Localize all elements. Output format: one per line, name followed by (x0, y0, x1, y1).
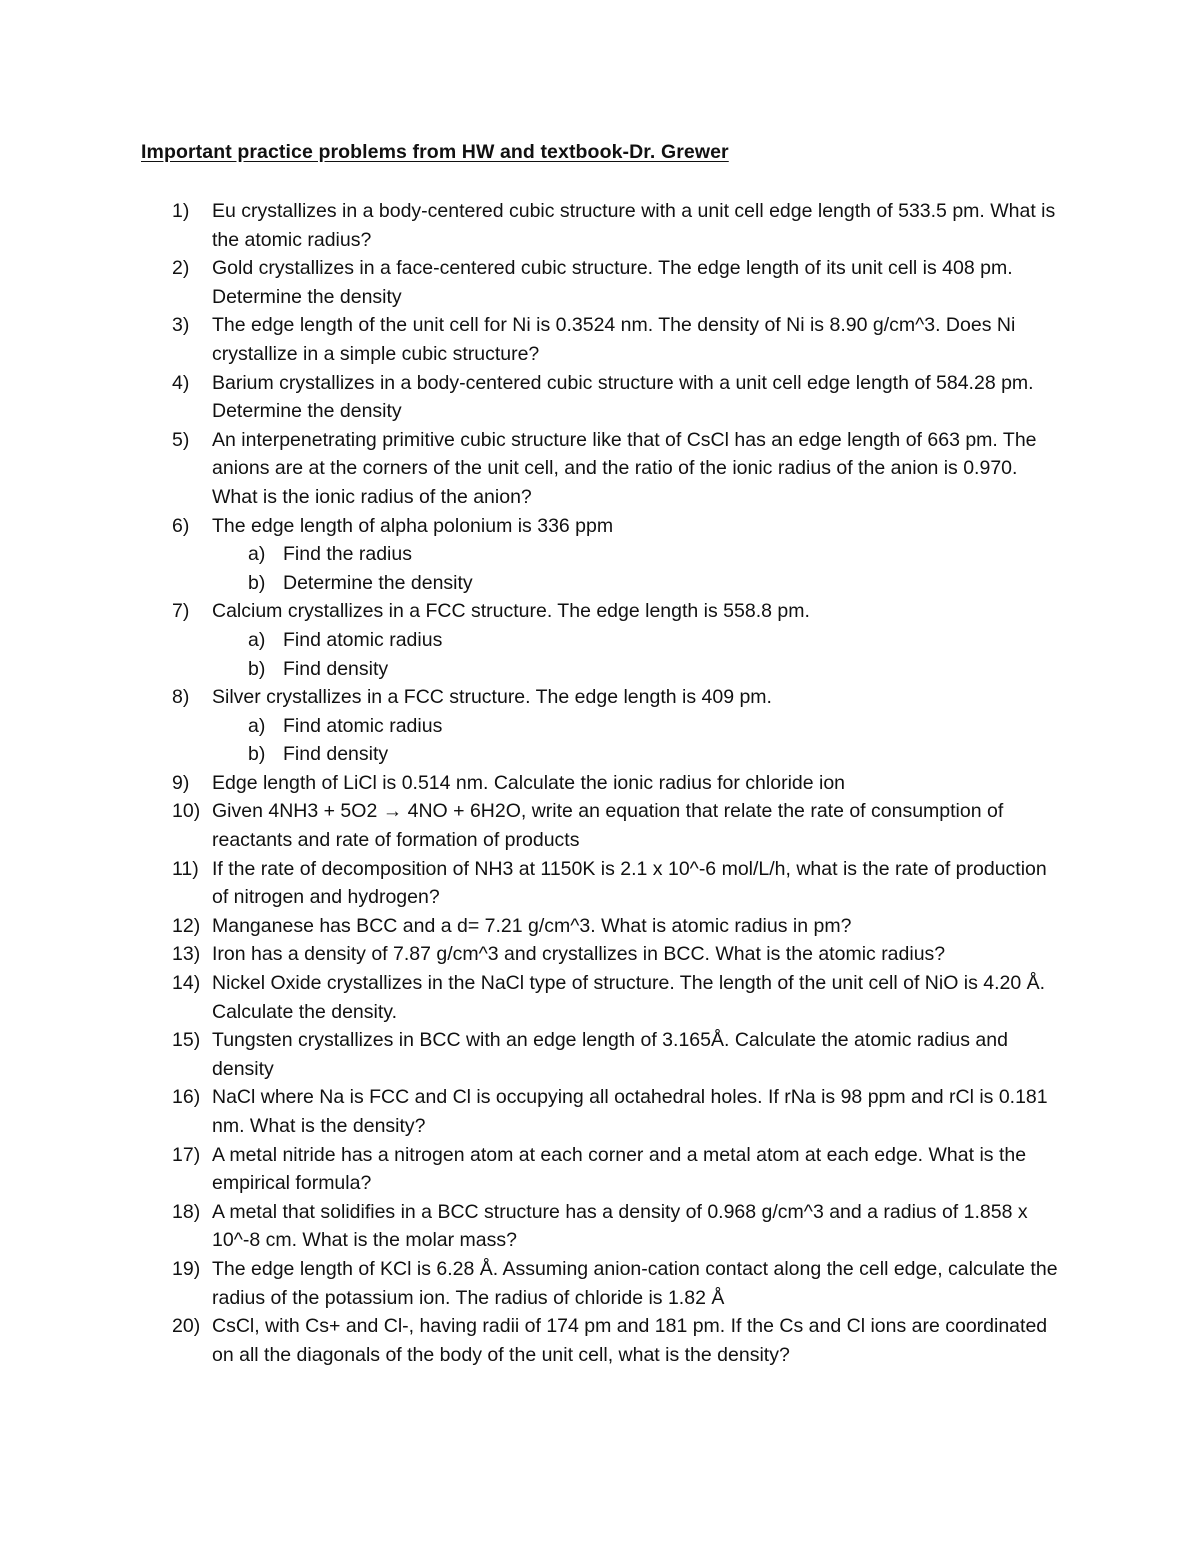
subquestion-item (212, 626, 1062, 655)
problem-text: An interpenetrating primitive cubic structure like that of CsCl has an edge length of 663 pm. The anions are at the corners of the unit cell, and the ratio of the ionic radius of the anion is 0.970. What is the ionic radius of the anion? (212, 428, 1037, 508)
problem-text: Calcium crystallizes in a FCC structure. The edge length is 558.8 pm. (212, 600, 810, 623)
problem-item (0, 369, 1062, 426)
page-title: Important practice problems from HW and textbook-Dr. Grewer (141, 141, 729, 163)
problem-item (0, 1198, 1062, 1255)
problem-item (0, 426, 1062, 512)
problem-number: 15) (172, 1029, 201, 1052)
subquestion-letter: a) (248, 714, 266, 737)
problem-item (0, 1141, 1062, 1198)
problem-item (0, 1026, 1062, 1083)
problem-number: 9) (172, 771, 190, 794)
problem-item (0, 855, 1062, 912)
problem-number: 7) (172, 600, 190, 623)
subquestion-list (212, 712, 1062, 769)
problem-item (0, 969, 1062, 1026)
problem-number: 19) (172, 1257, 201, 1280)
problem-text: CsCl, with Cs+ and Cl-, having radii of 174 pm and 181 pm. If the Cs and Cl ions are coordinated on all the diagonals of the body of the unit cell, what is the density? (212, 1315, 1048, 1366)
subquestion-letter: b) (248, 571, 266, 594)
subquestion-text: Find the radius (283, 543, 412, 566)
problem-number: 8) (172, 686, 190, 709)
problem-item (0, 254, 1062, 311)
problem-text: A metal that solidifies in a BCC structure has a density of 0.968 g/cm^3 and a radius of 1.858 x 10^-8 cm. What is the molar mass? (212, 1200, 1028, 1252)
problem-item (0, 1255, 1062, 1312)
subquestion-letter: b) (248, 657, 266, 680)
problem-text: Gold crystallizes in a face-centered cubic structure. The edge length of its unit cell is 408 pm. Determine the density (212, 257, 1013, 308)
problem-text: Given 4NH3 + 5O2 → 4NO + 6H2O, write an equation that relate the rate of consumption of reactants and rate of formation of products (212, 800, 1004, 852)
problem-item (0, 311, 1062, 368)
problem-text: Eu crystallizes in a body-centered cubic structure with a unit cell edge length of 533.5 pm. What is the atomic radius? (212, 200, 1056, 251)
subquestion-item (212, 712, 1062, 741)
problem-item (0, 512, 1062, 598)
problem-text: Iron has a density of 7.87 g/cm^3 and crystallizes in BCC. What is the atomic radius? (212, 943, 946, 966)
problem-item (0, 1312, 1062, 1369)
problem-number: 1) (172, 200, 190, 222)
problem-text: Manganese has BCC and a d= 7.21 g/cm^3. What is atomic radius in pm? (212, 914, 852, 937)
problem-item (0, 797, 1062, 854)
subquestion-text: Find atomic radius (283, 714, 443, 737)
problem-number: 4) (172, 371, 190, 394)
problem-text: Edge length of LiCl is 0.514 nm. Calculate the ionic radius for chloride ion (212, 771, 846, 794)
problem-number: 13) (172, 943, 201, 966)
problem-item (0, 197, 1062, 254)
problem-text: If the rate of decomposition of NH3 at 1150K is 2.1 x 10^-6 mol/L/h, what is the rate of production of nitrogen and hydrogen? (212, 857, 1047, 909)
problem-number: 20) (172, 1315, 201, 1338)
problem-item (0, 1083, 1062, 1140)
subquestion-item (212, 569, 1062, 598)
problem-number: 10) (172, 800, 201, 823)
problem-text: Nickel Oxide crystallizes in the NaCl type of structure. The length of the unit cell of NiO is 4.20 Å. Calculate the density. (212, 972, 1046, 1023)
subquestion-item (212, 740, 1062, 769)
problem-list (0, 197, 1200, 1369)
problem-number: 16) (172, 1086, 201, 1109)
problem-text: Barium crystallizes in a body-centered cubic structure with a unit cell edge length of 584.28 pm. Determine the density (212, 371, 1034, 423)
subquestion-text: Determine the density (283, 571, 473, 594)
problem-text: The edge length of alpha polonium is 336 ppm (212, 514, 614, 537)
subquestion-item (212, 540, 1062, 569)
subquestion-text: Find density (283, 657, 389, 680)
subquestion-text: Find atomic radius (283, 628, 443, 651)
subquestion-letter: a) (248, 543, 266, 566)
subquestion-text: Find density (283, 743, 389, 766)
problem-text: A metal nitride has a nitrogen atom at each corner and a metal atom at each edge. What is the empirical formula? (212, 1143, 1027, 1195)
problem-number: 17) (172, 1143, 201, 1166)
problem-item (0, 769, 1062, 798)
problem-item (0, 683, 1062, 769)
problem-item (0, 940, 1062, 969)
subquestion-list (212, 540, 1062, 597)
problem-number: 18) (172, 1200, 201, 1223)
problem-number: 14) (172, 972, 201, 995)
problem-number: 6) (172, 514, 190, 537)
subquestion-letter: b) (248, 743, 266, 766)
subquestion-list (212, 626, 1062, 683)
problem-text: Silver crystallizes in a FCC structure. The edge length is 409 pm. (212, 686, 772, 709)
problem-text: NaCl where Na is FCC and Cl is occupying all octahedral holes. If rNa is 98 ppm and rCl is 0.181 nm. What is the density? (212, 1086, 1048, 1137)
problem-text: The edge length of the unit cell for Ni is 0.3524 nm. The density of Ni is 8.90 g/cm^3. Does Ni crystallize in a simple cubic structure? (212, 314, 1016, 365)
problem-item (0, 912, 1062, 941)
subquestion-letter: a) (248, 628, 266, 651)
problem-number: 3) (172, 314, 190, 337)
problem-item (0, 597, 1062, 683)
problem-number: 5) (172, 428, 190, 451)
problem-text: Tungsten crystallizes in BCC with an edge length of 3.165Å. Calculate the atomic radius and density (212, 1029, 1008, 1080)
problem-text: The edge length of KCl is 6.28 Å. Assuming anion-cation contact along the cell edge, calculate the radius of the potassium ion. The radius of chloride is 1.82 Å (212, 1257, 1058, 1309)
subquestion-item (212, 655, 1062, 684)
problem-number: 2) (172, 257, 190, 280)
problem-number: 11) (172, 857, 199, 880)
problem-number: 12) (172, 914, 201, 937)
